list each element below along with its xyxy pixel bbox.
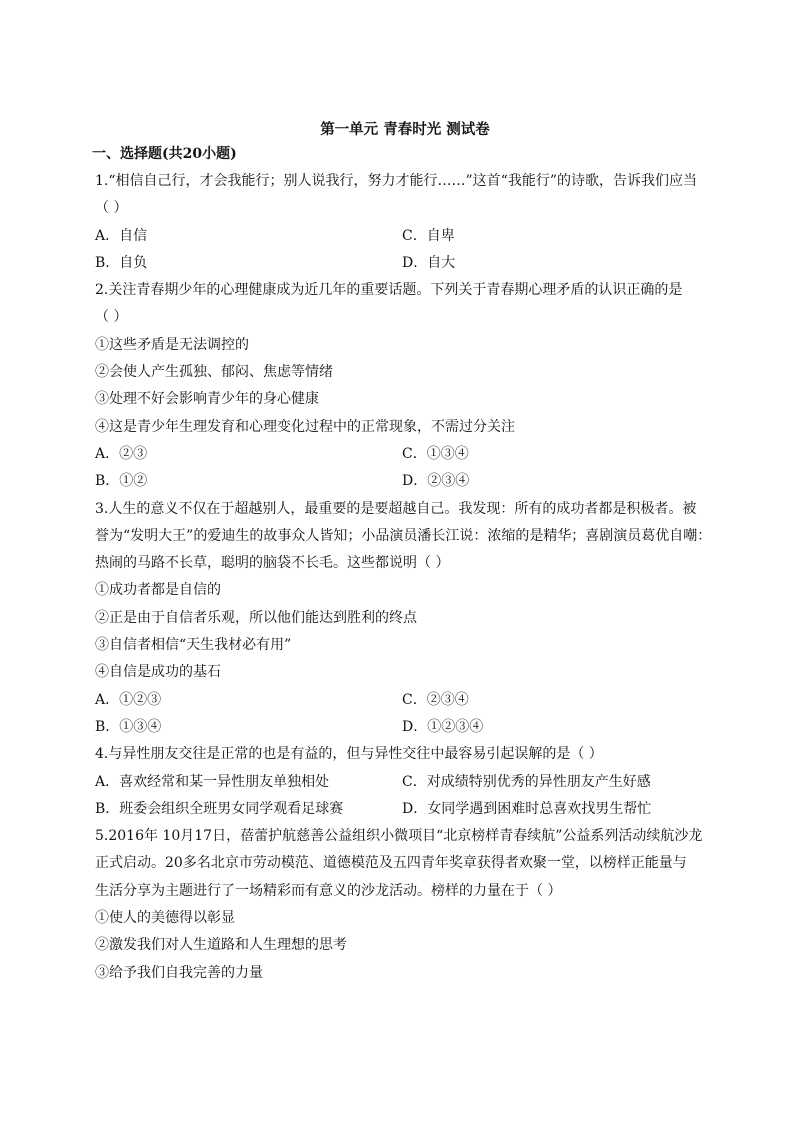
question-stem-line: （ ） <box>95 200 128 217</box>
question-stem-line: 正式启动。20多名北京市劳动模范、道德模范及五四青年奖章获得者欢聚一堂，以榜样正能量与 <box>95 855 687 872</box>
option-d: D．女同学遇到困难时总喜欢找男生帮忙 <box>402 800 652 817</box>
question-stem-line: 热闹的马路不长草，聪明的脑袋不长毛。这些都说明（ ） <box>95 555 450 572</box>
page-title: 第一单元 青春时光 测试卷 <box>320 121 490 138</box>
statement-item: ②激发我们对人生道路和人生理想的思考 <box>95 937 347 954</box>
option-b: B．班委会组织全班男女同学观看足球赛 <box>95 800 344 817</box>
option-d: D．自大 <box>402 254 456 271</box>
statement-item: ③给予我们自我完善的力量 <box>95 964 263 981</box>
option-b: B．自负 <box>95 254 148 271</box>
option-a: A．喜欢经常和某一异性朋友单独相处 <box>95 773 330 790</box>
exam-page <box>92 118 712 987</box>
statement-item: ①这些矛盾是无法调控的 <box>95 336 249 353</box>
options-grid <box>95 223 705 278</box>
option-b: B．①③④ <box>95 718 162 735</box>
option-a: A．自信 <box>95 227 148 244</box>
statement-item: ②会使人产生孤独、郁闷、焦虑等情绪 <box>95 364 333 381</box>
statement-item: ②正是由于自信者乐观，所以他们能达到胜利的终点 <box>95 609 417 626</box>
option-a: A．②③ <box>95 445 148 462</box>
option-c: C．对成绩特别优秀的异性朋友产生好感 <box>402 773 651 790</box>
options-grid <box>95 769 705 824</box>
statement-item: ③处理不好会影响青少年的身心健康 <box>95 391 319 408</box>
option-c: C．自卑 <box>402 227 455 244</box>
options-grid <box>95 441 705 496</box>
statement-item: ③自信者相信“天生我材必有用” <box>95 637 292 654</box>
statement-item: ④自信是成功的基石 <box>95 664 221 681</box>
statement-item: ④这是青少年生理发育和心理变化过程中的正常现象，不需过分关注 <box>95 418 515 435</box>
question-4 <box>95 741 705 823</box>
question-stem-line: 4.与异性朋友交往是正常的也是有益的，但与异性交往中最容易引起误解的是（ ） <box>95 746 603 763</box>
option-d: D．②③④ <box>402 473 470 490</box>
question-stem-line: 誉为“发明大王”的爱迪生的故事众人皆知；小品演员潘长江说：浓缩的是精华；喜剧演员葛优自嘲： <box>95 527 712 544</box>
question-stem-line: （ ） <box>95 309 128 326</box>
question-1 <box>95 168 705 277</box>
question-stem-line: 5.2016年 10月17日，蓓蕾护航慈善公益组织小微项目“北京榜样青春续航”公益系列活动续航沙龙 <box>95 828 703 845</box>
question-2 <box>95 277 705 495</box>
question-stem-line: 2.关注青春期少年的心理健康成为近几年的重要话题。下列关于青春期心理矛盾的认识正确的是 <box>95 282 683 299</box>
question-stem-line: 生活分享为主题进行了一场精彩而有意义的沙龙活动。榜样的力量在于（ ） <box>95 882 562 899</box>
option-b: B．①② <box>95 473 148 490</box>
option-c: C．①③④ <box>402 445 469 462</box>
statement-item: ①成功者都是自信的 <box>95 582 221 599</box>
statement-item: ①使人的美德得以彰显 <box>95 910 235 927</box>
question-5 <box>95 823 705 987</box>
question-3 <box>95 496 712 742</box>
option-c: C．②③④ <box>402 691 469 708</box>
options-grid <box>95 687 705 742</box>
question-stem-line: 1.“相信自己行，才会我能行；别人说我行，努力才能行……”这首“我能行”的诗歌，告诉我们应当 <box>95 173 697 189</box>
question-stem-line: 3.人生的意义不仅在于超越别人，最重要的是要超越自己。我发现：所有的成功者都是积极者。被 <box>95 500 697 517</box>
section-heading: 一、选择题(共20小题) <box>92 146 237 162</box>
option-d: D．①②③④ <box>402 718 484 735</box>
option-a: A．①②③ <box>95 691 162 708</box>
